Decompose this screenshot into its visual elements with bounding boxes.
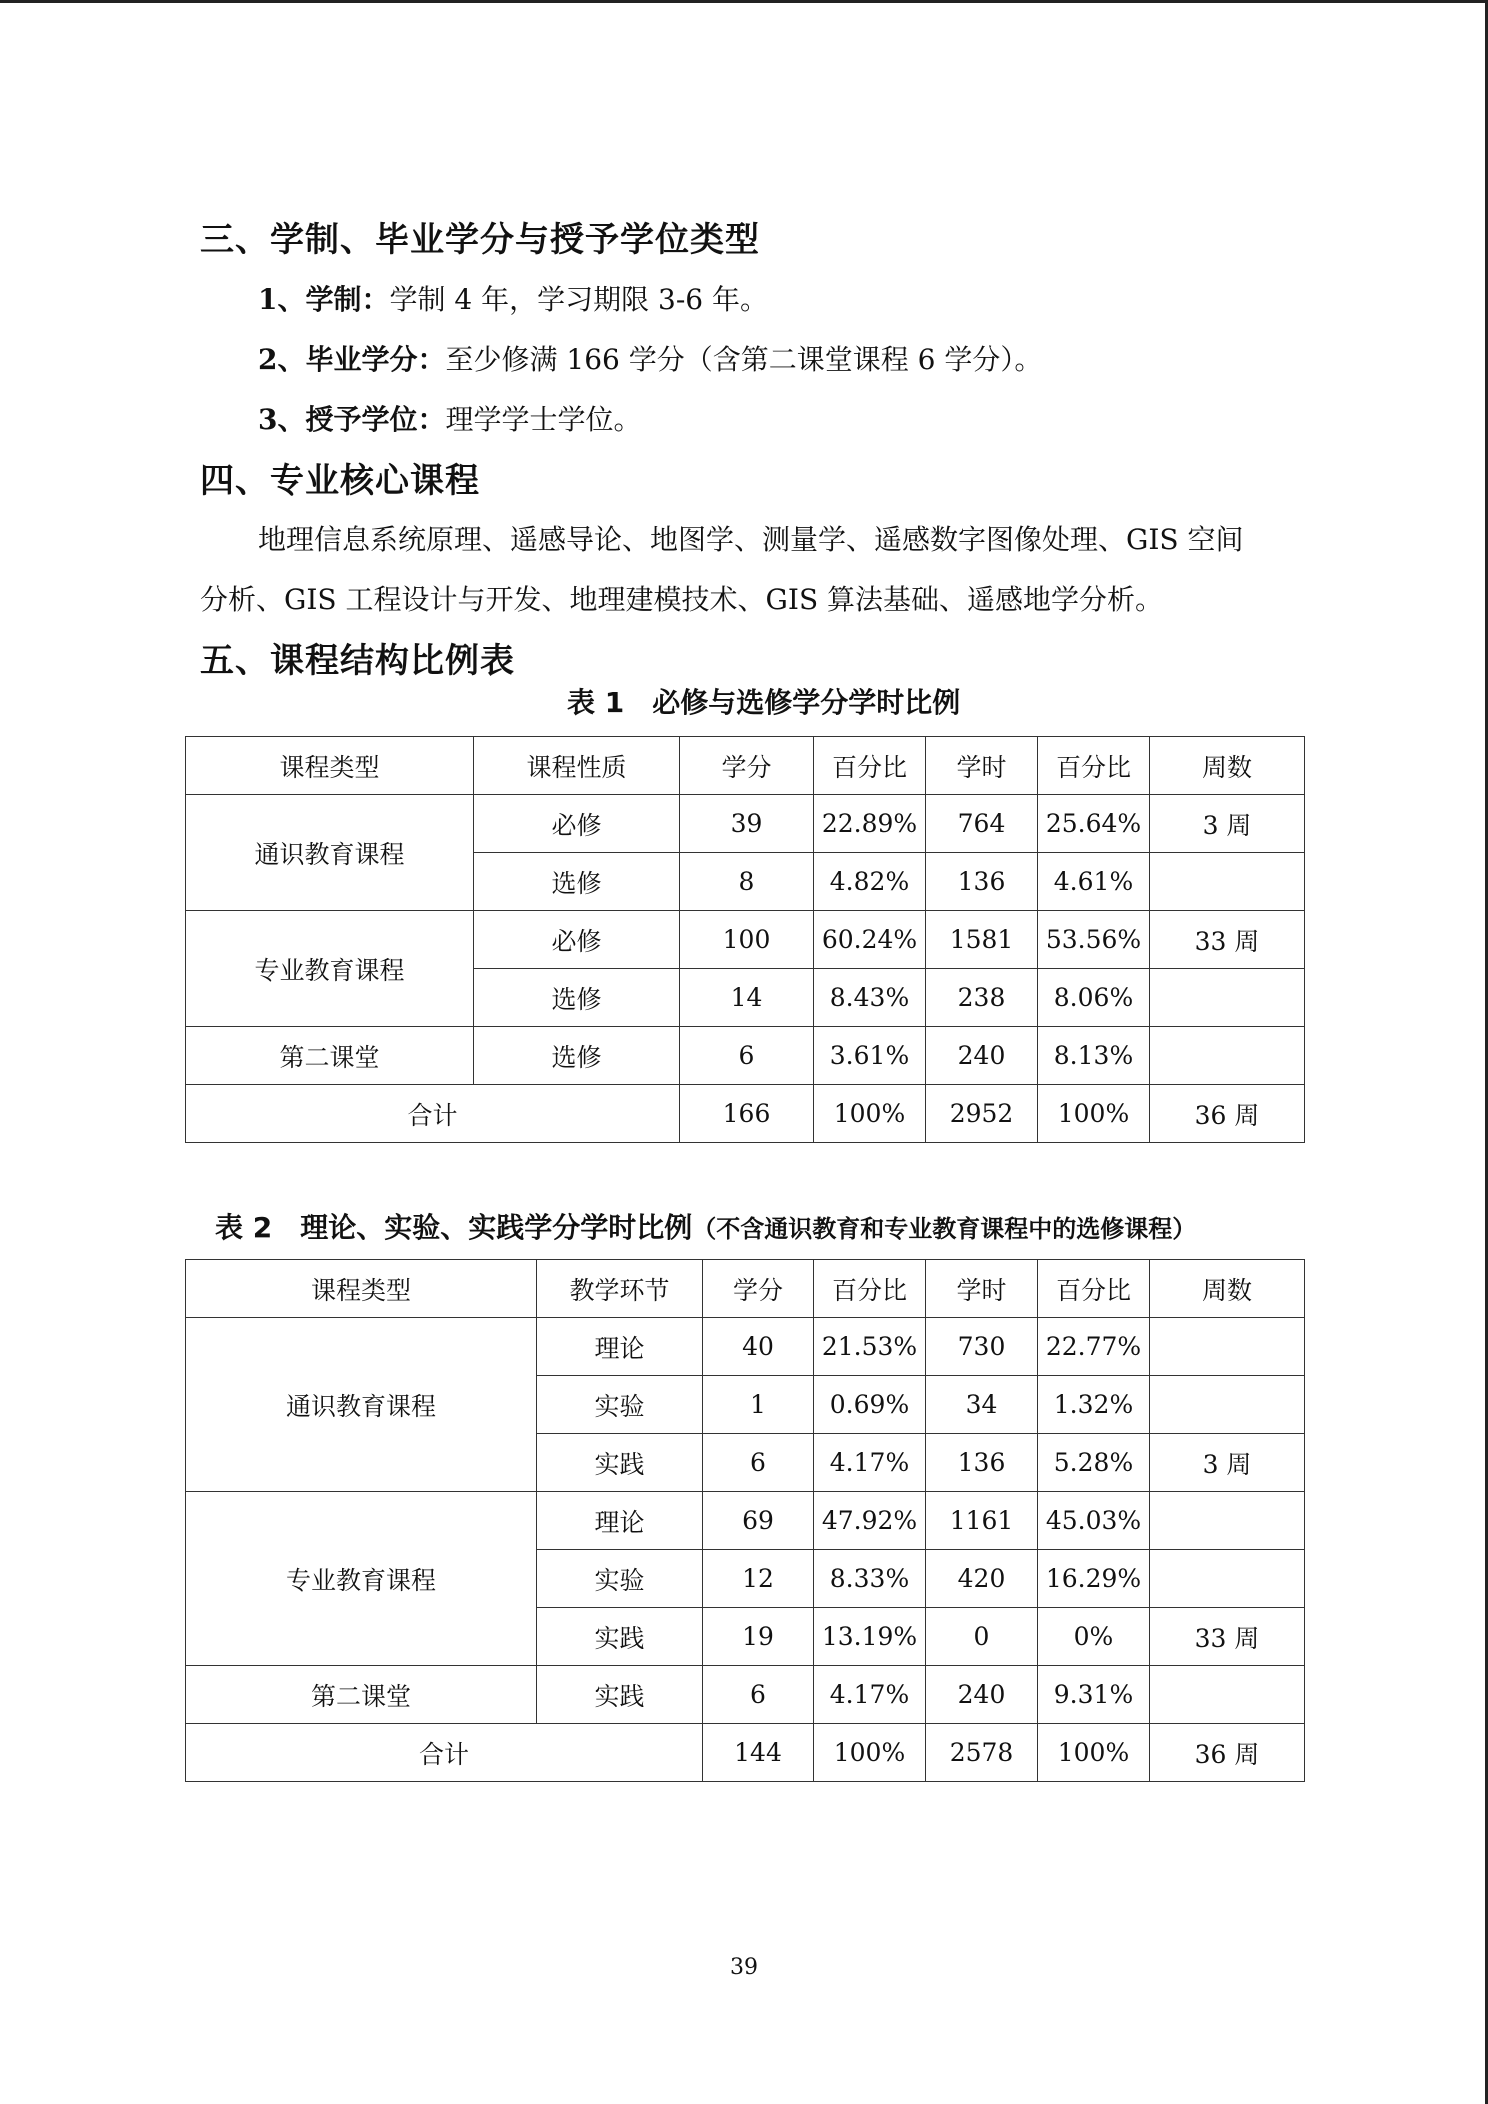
- table-cell: 选修: [474, 1027, 680, 1085]
- table-cell: 100%: [1038, 1085, 1150, 1143]
- header-cell: 周数: [1150, 737, 1305, 795]
- table-header-row: [186, 737, 1305, 795]
- header-cell: 百分比: [1038, 737, 1150, 795]
- table-cell: 764: [926, 795, 1038, 853]
- table-cell: 12: [703, 1550, 814, 1608]
- table-cell: 实验: [537, 1376, 703, 1434]
- table-cell: 420: [926, 1550, 1038, 1608]
- table-cell: 实践: [537, 1608, 703, 1666]
- table-cell: 必修: [474, 911, 680, 969]
- table-header-row: [186, 1260, 1305, 1318]
- table-cell: 理论: [537, 1492, 703, 1550]
- table-cell: 14: [680, 969, 814, 1027]
- total-label-cell: 合计: [186, 1724, 703, 1782]
- table-cell: 0.69%: [814, 1376, 926, 1434]
- item-schooling-label: 1、学制：: [258, 283, 390, 316]
- table-cell: 2952: [926, 1085, 1038, 1143]
- table-2-caption-note: （不含通识教育和专业教育课程中的选修课程）: [692, 1215, 1197, 1243]
- page-top-border: [0, 0, 1488, 3]
- table-cell: 53.56%: [1038, 911, 1150, 969]
- course-type-cell: 专业教育课程: [186, 1492, 537, 1666]
- section-3-heading: 三、学制、毕业学分与授予学位类型: [200, 220, 760, 260]
- table-cell: 136: [926, 1434, 1038, 1492]
- item-schooling: [258, 278, 768, 318]
- table-cell: [1150, 1550, 1305, 1608]
- table-cell: 100%: [814, 1085, 926, 1143]
- course-type-cell: 第二课堂: [186, 1027, 474, 1085]
- table-cell: 3 周: [1150, 1434, 1305, 1492]
- table-cell: 36 周: [1150, 1085, 1305, 1143]
- table-2-caption: [215, 1206, 1196, 1246]
- table-cell: 0%: [1038, 1608, 1150, 1666]
- item-degree: [258, 398, 642, 438]
- table-cell: 1.32%: [1038, 1376, 1150, 1434]
- table-cell: 100%: [1038, 1724, 1150, 1782]
- header-cell: 学时: [926, 1260, 1038, 1318]
- table-cell: 8.06%: [1038, 969, 1150, 1027]
- header-cell: 课程类型: [186, 737, 474, 795]
- table-cell: [1150, 1318, 1305, 1376]
- table-cell: 45.03%: [1038, 1492, 1150, 1550]
- table-cell: 40: [703, 1318, 814, 1376]
- table-cell: 1: [703, 1376, 814, 1434]
- table-cell: 166: [680, 1085, 814, 1143]
- table-cell: 0: [926, 1608, 1038, 1666]
- table-cell: 22.77%: [1038, 1318, 1150, 1376]
- table-cell: 6: [703, 1434, 814, 1492]
- table-cell: 实验: [537, 1550, 703, 1608]
- table-cell: 19: [703, 1608, 814, 1666]
- table-cell: 39: [680, 795, 814, 853]
- table-cell: [1150, 1376, 1305, 1434]
- table-cell: 16.29%: [1038, 1550, 1150, 1608]
- table-cell: 25.64%: [1038, 795, 1150, 853]
- table-cell: 4.61%: [1038, 853, 1150, 911]
- core-courses-line-2: 分析、GIS 工程设计与开发、地理建模技术、GIS 算法基础、遥感地学分析。: [200, 583, 1164, 616]
- table-cell: 69: [703, 1492, 814, 1550]
- table-cell: 240: [926, 1027, 1038, 1085]
- table-2: [185, 1259, 1305, 1782]
- table-cell: 8: [680, 853, 814, 911]
- table-total-row: [186, 1724, 1305, 1782]
- table-row: [186, 1027, 1305, 1085]
- table-cell: 13.19%: [814, 1608, 926, 1666]
- table-cell: 1581: [926, 911, 1038, 969]
- header-cell: 学分: [703, 1260, 814, 1318]
- table-cell: 144: [703, 1724, 814, 1782]
- item-credits-text: 至少修满 166 学分（含第二课堂课程 6 学分）。: [445, 343, 1043, 376]
- table-cell: 理论: [537, 1318, 703, 1376]
- table-cell: 实践: [537, 1434, 703, 1492]
- table-cell: 136: [926, 853, 1038, 911]
- table-cell: [1150, 1492, 1305, 1550]
- table-cell: 100: [680, 911, 814, 969]
- item-degree-label: 3、授予学位：: [258, 403, 446, 436]
- table-cell: 47.92%: [814, 1492, 926, 1550]
- table-cell: 4.82%: [814, 853, 926, 911]
- header-cell: 周数: [1150, 1260, 1305, 1318]
- table-cell: 3 周: [1150, 795, 1305, 853]
- item-degree-text: 理学学士学位。: [445, 403, 642, 436]
- table-cell: 36 周: [1150, 1724, 1305, 1782]
- table-cell: 实践: [537, 1666, 703, 1724]
- header-cell: 百分比: [1038, 1260, 1150, 1318]
- table-2-caption-main: 表 2 理论、实验、实践学分学时比例: [215, 1211, 693, 1244]
- table-cell: 6: [703, 1666, 814, 1724]
- table-cell: [1150, 1027, 1305, 1085]
- table-total-row: [186, 1085, 1305, 1143]
- header-cell: 课程性质: [474, 737, 680, 795]
- table-cell: 3.61%: [814, 1027, 926, 1085]
- header-cell: 课程类型: [186, 1260, 537, 1318]
- table-cell: 必修: [474, 795, 680, 853]
- table-cell: 6: [680, 1027, 814, 1085]
- table-row: [186, 911, 1305, 969]
- table-1: [185, 736, 1305, 1143]
- table-cell: 34: [926, 1376, 1038, 1434]
- table-row: [186, 795, 1305, 853]
- table-cell: 选修: [474, 853, 680, 911]
- table-row: [186, 1666, 1305, 1724]
- table-cell: 238: [926, 969, 1038, 1027]
- header-cell: 学分: [680, 737, 814, 795]
- course-type-cell: 专业教育课程: [186, 911, 474, 1027]
- table-row: [186, 1318, 1305, 1376]
- table-cell: 21.53%: [814, 1318, 926, 1376]
- header-cell: 教学环节: [537, 1260, 703, 1318]
- table-cell: 240: [926, 1666, 1038, 1724]
- page-number: 39: [730, 1955, 758, 1980]
- table-cell: 8.43%: [814, 969, 926, 1027]
- item-credits-label: 2、毕业学分：: [258, 343, 446, 376]
- item-credits: [258, 338, 1042, 378]
- header-cell: 百分比: [814, 737, 926, 795]
- table-cell: 60.24%: [814, 911, 926, 969]
- core-courses-line-1: 地理信息系统原理、遥感导论、地图学、测量学、遥感数字图像处理、GIS 空间: [258, 523, 1244, 556]
- table-1-caption: 表 1 必修与选修学分学时比例: [567, 686, 961, 719]
- table-cell: 33 周: [1150, 911, 1305, 969]
- table-cell: 选修: [474, 969, 680, 1027]
- course-type-cell: 通识教育课程: [186, 795, 474, 911]
- table-cell: [1150, 969, 1305, 1027]
- header-cell: 百分比: [814, 1260, 926, 1318]
- table-cell: 4.17%: [814, 1434, 926, 1492]
- table-cell: [1150, 1666, 1305, 1724]
- course-type-cell: 通识教育课程: [186, 1318, 537, 1492]
- header-cell: 学时: [926, 737, 1038, 795]
- total-label-cell: 合计: [186, 1085, 680, 1143]
- table-cell: 2578: [926, 1724, 1038, 1782]
- table-row: [186, 1492, 1305, 1550]
- section-4-heading: 四、专业核心课程: [200, 461, 480, 501]
- table-cell: 5.28%: [1038, 1434, 1150, 1492]
- table-cell: 1161: [926, 1492, 1038, 1550]
- table-cell: 8.33%: [814, 1550, 926, 1608]
- table-cell: 4.17%: [814, 1666, 926, 1724]
- table-cell: 8.13%: [1038, 1027, 1150, 1085]
- table-cell: 22.89%: [814, 795, 926, 853]
- course-type-cell: 第二课堂: [186, 1666, 537, 1724]
- table-cell: [1150, 853, 1305, 911]
- item-schooling-text: 学制 4 年，学习期限 3-6 年。: [389, 283, 768, 316]
- section-5-heading: 五、课程结构比例表: [200, 641, 515, 681]
- table-cell: 100%: [814, 1724, 926, 1782]
- table-cell: 33 周: [1150, 1608, 1305, 1666]
- table-cell: 9.31%: [1038, 1666, 1150, 1724]
- table-cell: 730: [926, 1318, 1038, 1376]
